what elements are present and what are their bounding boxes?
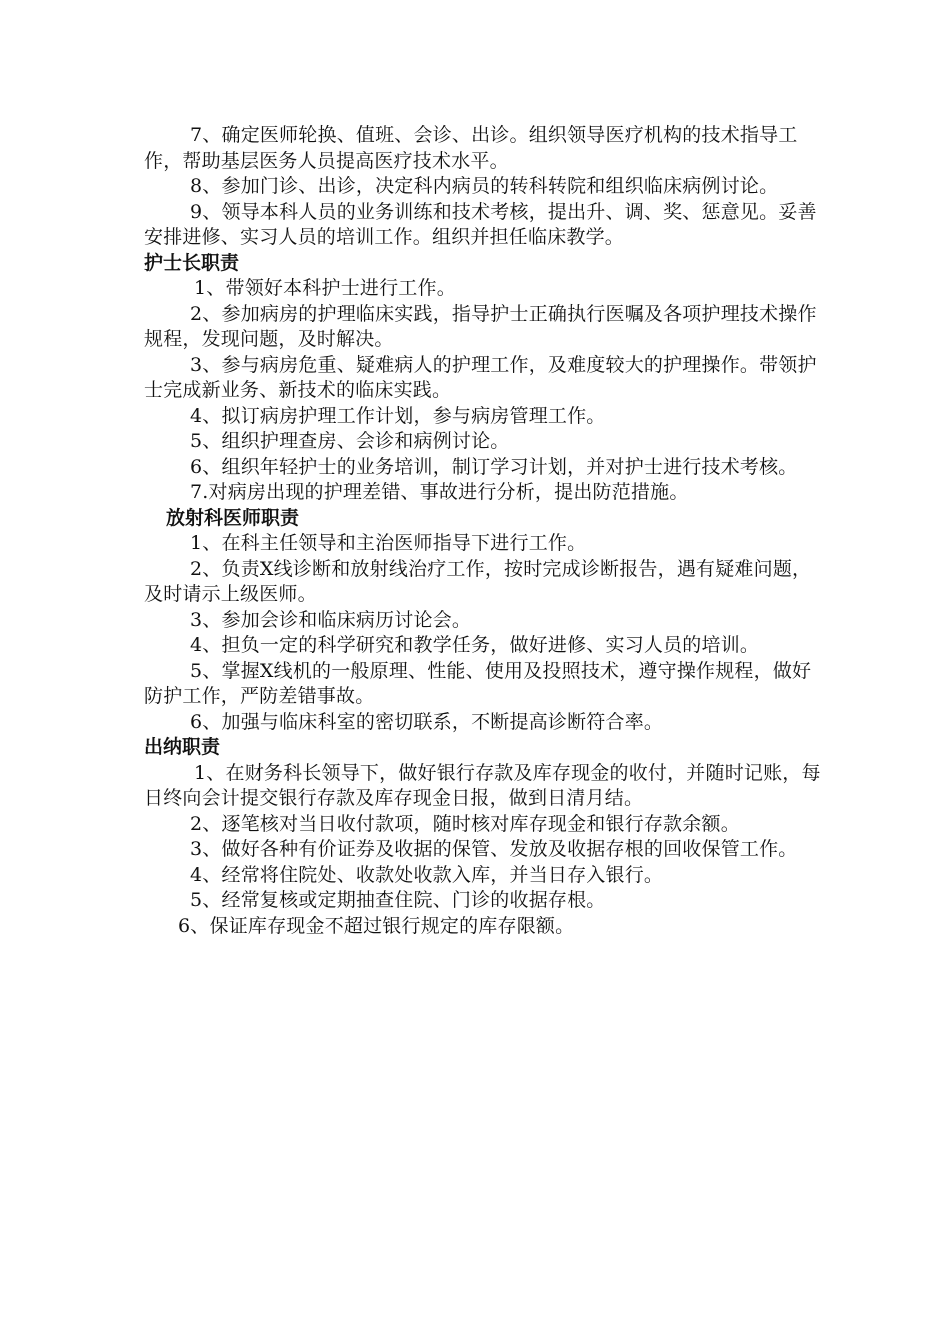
nurse-heading: 护士长职责 — [144, 251, 240, 274]
cashier-item-6: 6、保证库存现金不超过银行规定的库存限额。 — [178, 914, 575, 937]
cashier-item-3: 3、做好各种有价证券及收据的保管、发放及收据存根的回收保管工作。 — [190, 838, 798, 860]
doctor-item-9: 9、领导本科人员的业务训练和技术考核，提出升、调、奖、惩意见。妥善安排进修、实习人员的培训工作。组织并担任临床教学。 — [144, 200, 817, 248]
nurse-item-3: 3、参与病房危重、疑难病人的护理工作，及难度较大的护理操作。带领护士完成新业务、新技术的临床实践。 — [144, 353, 817, 401]
nurse-item-4: 4、拟订病房护理工作计划，参与病房管理工作。 — [190, 404, 606, 427]
nurse-item-7: 7.对病房出现的护理差错、事故进行分析，提出防范措施。 — [190, 481, 689, 503]
radiology-item-5: 5、掌握X线机的一般原理、性能、使用及投照技术，遵守操作规程，做好防护工作，严防差错事故。 — [144, 659, 812, 707]
document-page — [144, 123, 824, 939]
radiology-item-6: 6、加强与临床科室的密切联系，不断提高诊断符合率。 — [190, 710, 664, 733]
radiology-item-2: 2、负责X线诊断和放射线治疗工作，按时完成诊断报告，遇有疑难问题，及时请示上级医师。 — [144, 557, 812, 605]
radiology-item-4: 4、担负一定的科学研究和教学任务，做好进修、实习人员的培训。 — [190, 634, 760, 656]
cashier-item-5: 5、经常复核或定期抽查住院、门诊的收据存根。 — [190, 889, 606, 911]
nurse-item-6: 6、组织年轻护士的业务培训，制订学习计划，并对护士进行技术考核。 — [190, 455, 798, 478]
doctor-item-7: 7、确定医师轮换、值班、会诊、出诊。组织领导医疗机构的技术指导工作，帮助基层医务人员提高医疗技术水平。 — [144, 124, 798, 172]
radiology-item-1: 1、在科主任领导和主治医师指导下进行工作。 — [190, 532, 587, 554]
radiology-heading: 放射科医师职责 — [166, 506, 300, 529]
cashier-item-2: 2、逐笔核对当日收付款项，随时核对库存现金和银行存款余额。 — [190, 812, 740, 835]
nurse-item-2: 2、参加病房的护理临床实践，指导护士正确执行医嘱及各项护理技术操作规程，发现问题，及时解决。 — [144, 302, 817, 350]
doctor-item-8: 8、参加门诊、出诊，决定科内病员的转科转院和组织临床病例讨论。 — [190, 175, 779, 197]
radiology-item-3: 3、参加会诊和临床病历讨论会。 — [190, 608, 472, 631]
cashier-item-4: 4、经常将住院处、收款处收款入库，并当日存入银行。 — [190, 863, 664, 886]
cashier-heading: 出纳职责 — [144, 736, 221, 758]
nurse-item-5: 5、组织护理查房、会诊和病例讨论。 — [190, 430, 510, 452]
cashier-item-1: 1、在财务科长领导下，做好银行存款及库存现金的收付，并随时记账，每日终向会计提交银行存款及库存现金日报，做到日清月结。 — [144, 761, 821, 809]
nurse-item-1: 1、带领好本科护士进行工作。 — [194, 277, 456, 299]
